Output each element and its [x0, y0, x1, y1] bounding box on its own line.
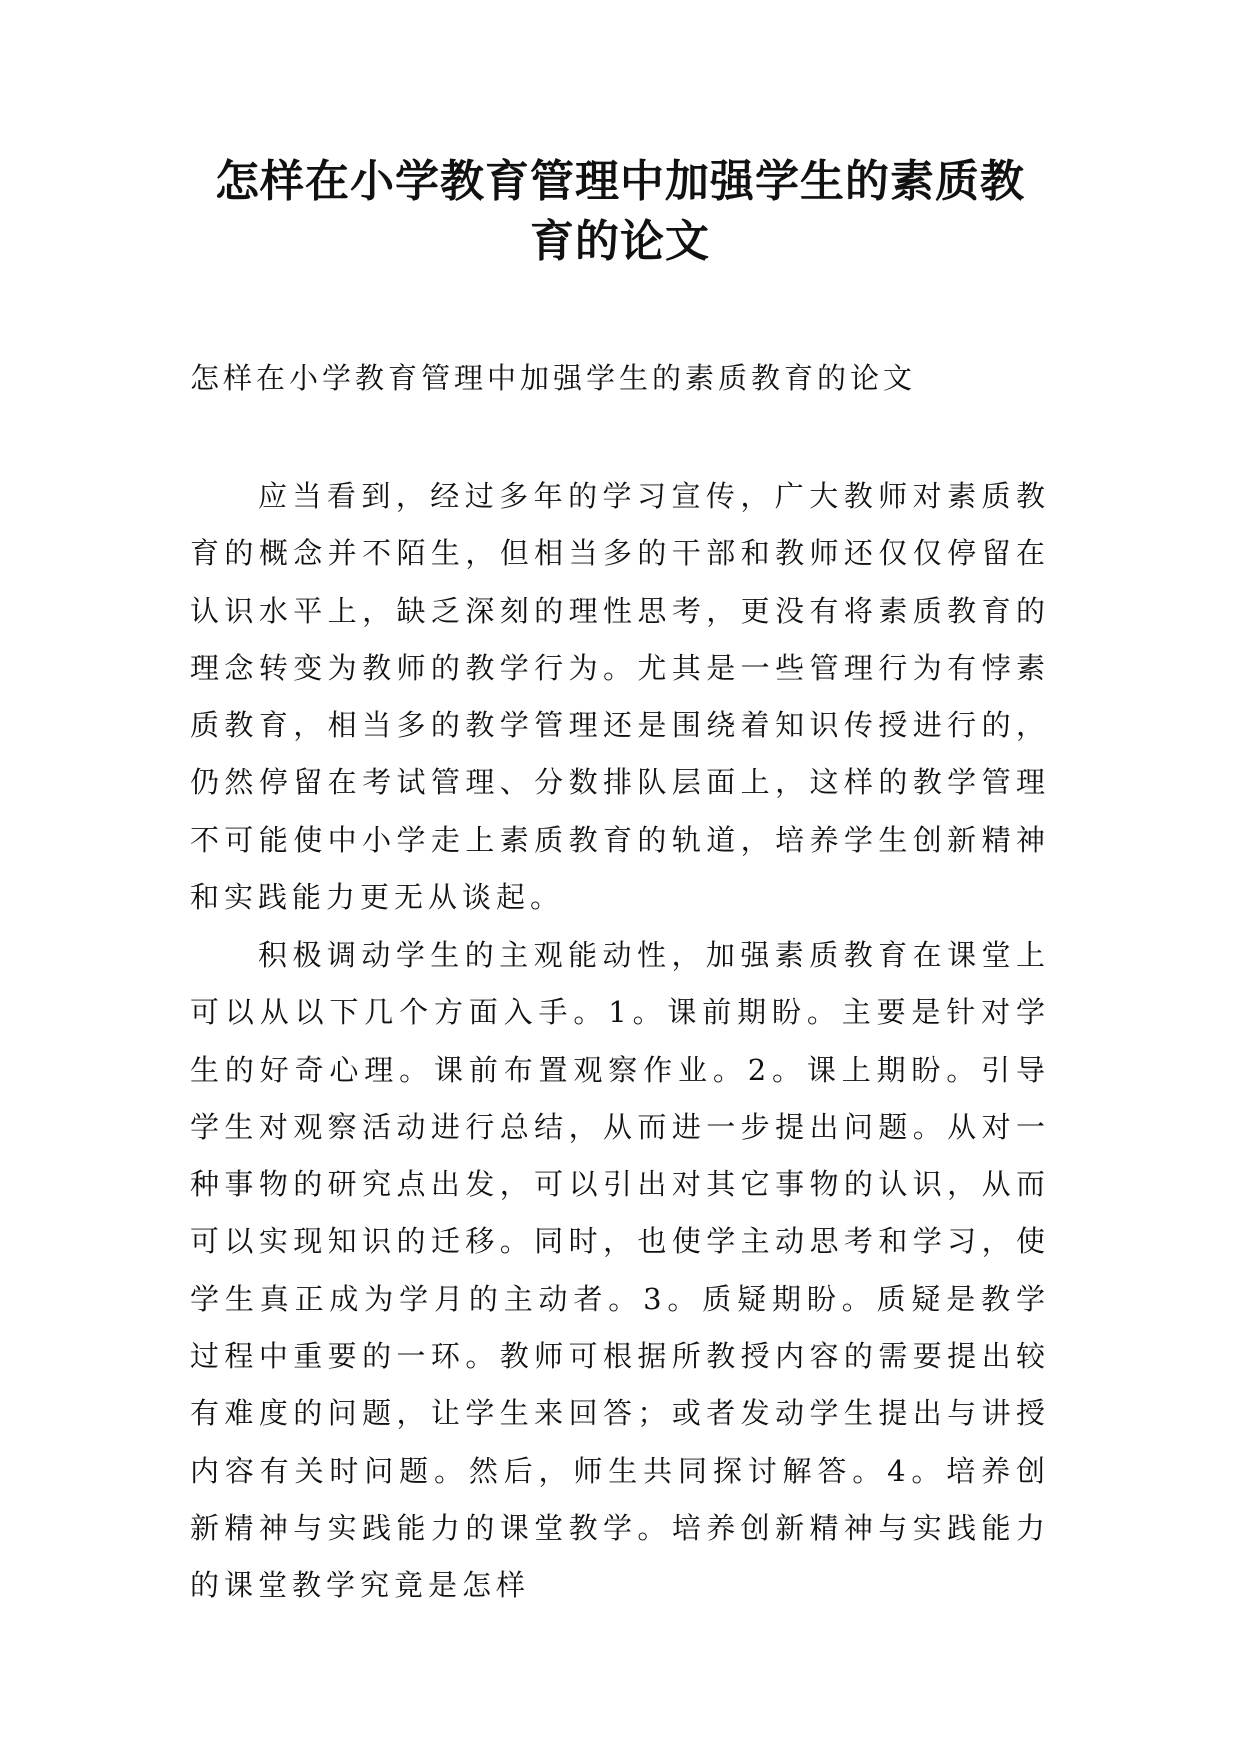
- body-paragraph: 应当看到，经过多年的学习宣传，广大教师对素质教育的概念并不陌生，但相当多的干部和教师还仅仅停留在认识水平上，缺乏深刻的理性思考，更没有将素质教育的理念转变为教师的教学行为。尤其是一些管理行为有悖素质教育，相当多的教学管理还是围绕着知识传授进行的，仍然停留在考试管理、分数排队层面上，这样的教学管理不可能使中小学走上素质教育的轨道，培养学生创新精神和实践能力更无从谈起。: [190, 479, 1050, 915]
- title-line-1: 怎样在小学教育管理中加强学生的素质教: [215, 156, 1025, 207]
- document-subtitle: 怎样在小学教育管理中加强学生的素质教育的论文: [190, 361, 917, 395]
- title-line-2: 育的论文: [530, 216, 710, 267]
- document-title: [180, 152, 1060, 272]
- body-paragraph: 积极调动学生的主观能动性，加强素质教育在课堂上可以从以下几个方面入手。1。课前期盼。主要是针对学生的好奇心理。课前布置观察作业。2。课上期盼。引导学生对观察活动进行总结，从而进一步提出问题。从对一种事物的研究点出发，可以引出对其它事物的认识，从而可以实现知识的迁移。同时，也使学主动思考和学习，使学生真正成为学月的主动者。3。质疑期盼。质疑是教学过程中重要的一环。教师可根据所教授内容的需要提出较有难度的问题，让学生来回答；或者发动学生提出与讲授内容有关时问题。然后，师生共同探讨解答。4。培养创新精神与实践能力的课堂教学。培养创新精神与实践能力的课堂教学究竟是怎样: [190, 938, 1050, 1603]
